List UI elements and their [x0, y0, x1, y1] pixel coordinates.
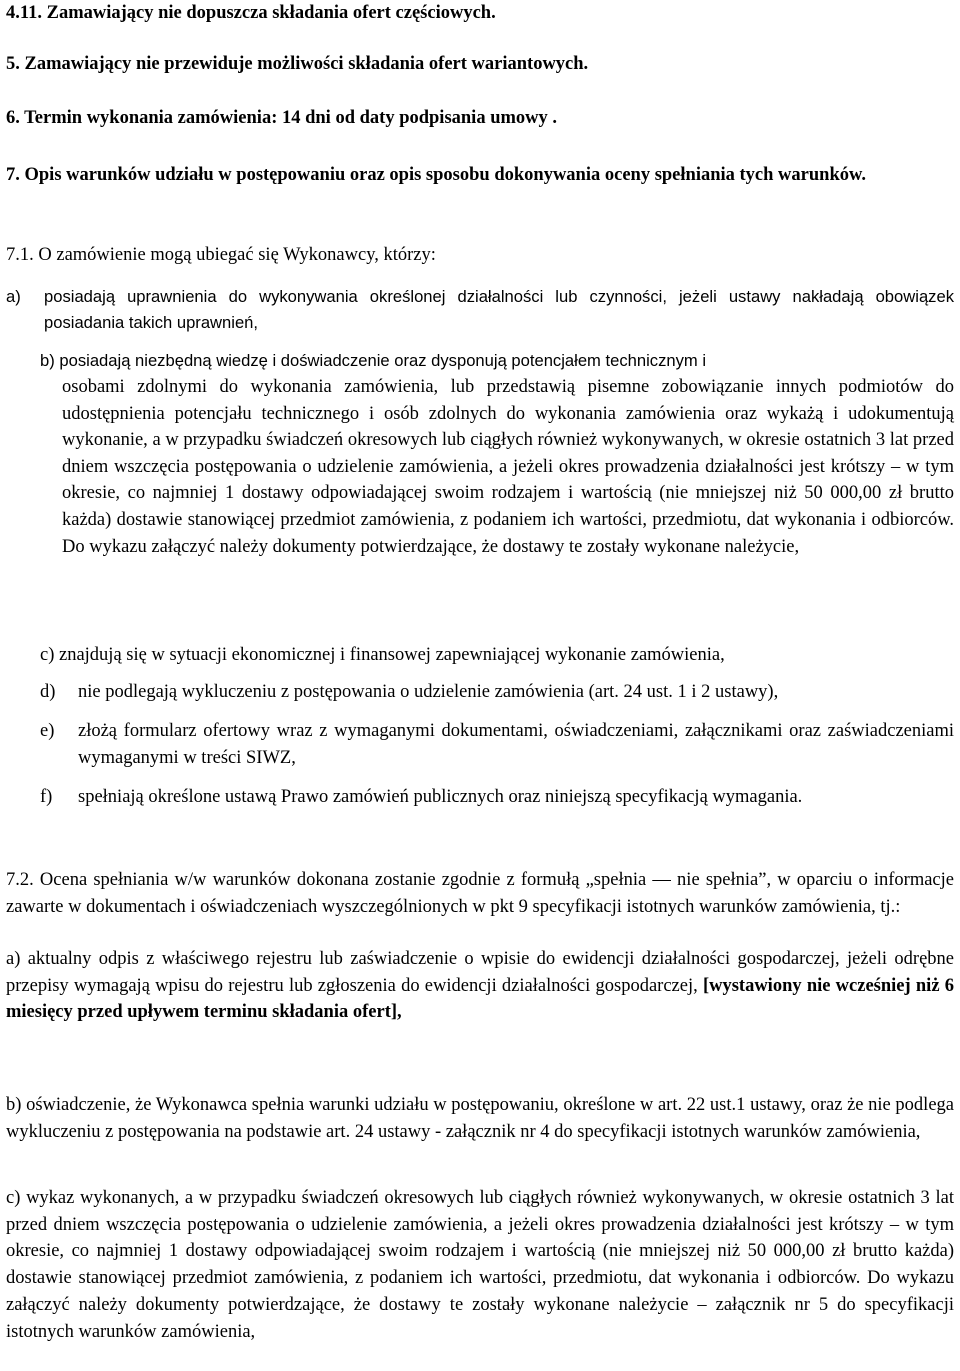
- list-item-b: [40, 348, 954, 375]
- list-label: b): [40, 351, 55, 370]
- list-item-a: [6, 284, 954, 336]
- section-7-2-item-a: [6, 946, 954, 1026]
- list-label: e): [40, 721, 55, 741]
- list-text: spełniają określone ustawą Prawo zamówień publicznych oraz niniejszą specyfikacją wymagania.: [78, 787, 803, 807]
- section-7-2-item-b: b) oświadczenie, że Wykonawca spełnia warunki udziału w postępowaniu, określone w art. 22 ust.1 ustawy, oraz że nie podlega wykluczeniu z postępowania na podstawie art. 24 ustawy - załącznik nr 4 do specyfikacji istotnych warunków zamówienia,: [6, 1095, 954, 1142]
- list-item-d: [40, 679, 954, 706]
- list-item-b-continuation: osobami zdolnymi do wykonania zamówienia, lub przedstawią pisemne zobowiązanie innych podmiotów do udostępnienia potencjału technicznego i osób zdolnych do wykonania zamówienia oraz wykażą i udokumentują wykonanie, a w przypadku świadczeń okresowych lub ciągłych również wykonywanych, w okresie ostatnich 3 lat przed dniem wszczęcia postępowania o udzielenie zamówienia, a jeżeli okres prowadzenia działalności jest krótszy – w tym okresie, co najmniej 1 dostawy odpowiadającej swoim rodzajem i wartością (nie mniejszej niż 50 000,00 zł brutto każda) dostawie stanowiącej przedmiot zamówienia, z podaniem ich wartości, przedmiotu, dat wykonania i odbiorców. Do wykazu załączyć należy dokumenty potwierdzające, że dostawy te zostały wykonane należycie,: [62, 377, 954, 557]
- list-text: posiadają uprawnienia do wykonywania określonej działalności lub czynności, jeżeli ustawy nakładają obowiązek posiadania takich uprawnień,: [44, 287, 954, 332]
- list-label: d): [40, 682, 56, 702]
- heading-7: 7. Opis warunków udziału w postępowaniu oraz opis sposobu dokonywania oceny spełniania tych warunków.: [6, 165, 866, 185]
- heading-6: 6. Termin wykonania zamówienia: 14 dni od daty podpisania umowy .: [6, 108, 558, 128]
- heading-5: 5. Zamawiający nie przewiduje możliwości składania ofert wariantowych.: [6, 54, 589, 74]
- list-label: a): [6, 287, 21, 306]
- item-text: a) aktualny odpis z właściwego rejestru lub zaświadczenie o wpisie do ewidencji działalności gospodarczej, jeżeli odrębne przepisy wymagają wpisu do rejestru lub zgłoszenia do ewidencji działalności gospodarczej,: [6, 949, 954, 996]
- list-item-f: [40, 784, 954, 811]
- list-item-c: c) znajdują się w sytuacji ekonomicznej i finansowej zapewniającej wykonanie zamówienia,: [40, 645, 725, 665]
- list-text: złożą formularz ofertowy wraz z wymaganymi dokumentami, oświadczeniami, załącznikami oraz zaświadczeniami wymaganymi w treści SIWZ,: [78, 721, 954, 768]
- heading-4-11: 4.11. Zamawiający nie dopuszcza składania ofert częściowych.: [6, 3, 496, 23]
- list-label: f): [40, 787, 53, 807]
- item-bold-text: [wystawiony nie wcześniej niż 6 miesięcy przed upływem terminu składania ofert],: [6, 975, 954, 1023]
- list-text-first-line: [40, 348, 954, 375]
- list-item-e: [40, 718, 954, 771]
- section-7-2-intro: 7.2. Ocena spełniania w/w warunków dokonana zostanie zgodnie z formułą „spełnia — nie spełnia”, w oparciu o informacje zawarte w dokumentach i oświadczeniach wyszczególnionych w pkt 9 specyfikacji istotnych warunków zamówienia, tj.:: [6, 870, 954, 917]
- list-text: posiadają niezbędną wiedzę i doświadczenie oraz dysponują potencjałem technicznym i: [59, 351, 707, 370]
- section-7-1-intro: 7.1. O zamówienie mogą ubiegać się Wykonawcy, którzy:: [6, 245, 436, 265]
- list-text: nie podlegają wykluczeniu z postępowania o udzielenie zamówienia (art. 24 ust. 1 i 2 ustawy),: [78, 682, 779, 702]
- section-7-2-item-c: c) wykaz wykonanych, a w przypadku świadczeń okresowych lub ciągłych również wykonywanych, w okresie ostatnich 3 lat przed dniem wszczęcia postępowania o udzielenie zamówienia, a jeżeli okres prowadzenia działalności jest krótszy – w tym okresie, co najmniej 1 dostawy odpowiadającej swoim rodzajem i wartością (nie mniejszej niż 50 000,00 zł brutto każda) dostawie stanowiącej przedmiot zamówienia, z podaniem ich wartości, przedmiotu, dat wykonania i odbiorców. Do wykazu załączyć należy dokumenty potwierdzające, że dostawy te zostały wykonane należycie – załącznik nr 5 do specyfikacji istotnych warunków zamówienia,: [6, 1188, 954, 1342]
